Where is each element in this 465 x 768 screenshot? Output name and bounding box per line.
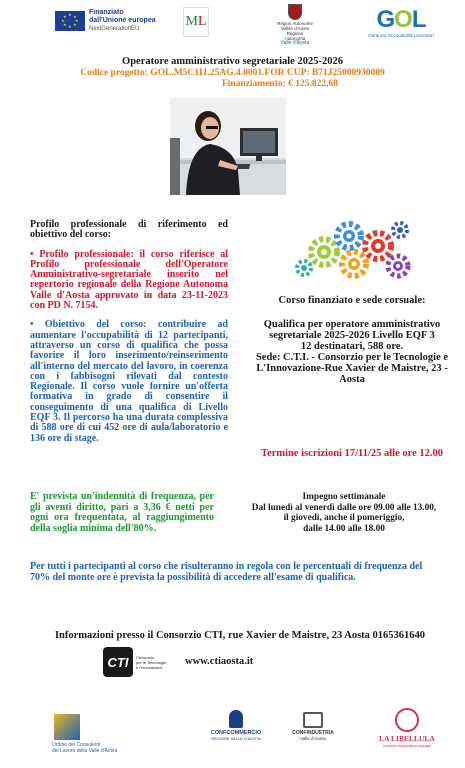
gol-g: G	[376, 6, 395, 33]
confcommercio-mark-icon	[229, 710, 243, 728]
profile-heading: Profilo professionale di riferimento ed obiettivo del corso:	[30, 219, 228, 241]
weekly-schedule	[226, 492, 462, 534]
attendance-allowance: E' prevista un'indennità di frequenza, per gli aventi diritto, pari a 3,36 € netti per ogni ora frequentata, al raggiungimento della soglia minima dell'80%.	[30, 491, 214, 534]
confindustria-line1: CONFINDUSTRIA	[292, 730, 334, 736]
la-libellula-logo	[374, 708, 440, 748]
cti-logo-mark: CTI	[103, 647, 133, 677]
vda-line2: Vallée d'Aoste	[280, 26, 310, 31]
profile-text: • Profilo professionale: il corso riferisce al Profilo professionale dell'Operatore Amministrativo-segretariale inserito nel repertorio regionale della Regione Autonoma Valle d'Aosta approvato in data 23-11-2023 con PD N. 7154.	[30, 248, 228, 312]
valle-aosta-crest-icon	[288, 4, 302, 20]
registration-deadline: Termine iscrizioni 17/11/25 alle ore 12.00	[261, 448, 443, 459]
partner-logos	[0, 708, 465, 768]
gear-icon	[388, 256, 408, 276]
libellula-mark-icon	[395, 708, 419, 732]
consulenti-lavoro-mark-icon	[54, 714, 80, 740]
confindustria-logo	[282, 712, 344, 741]
gear-icon	[365, 233, 391, 259]
confindustria-mark-icon	[303, 712, 323, 728]
weekly-schedule-line1: Dal lunedì al venerdì dalle ore 09.00 alle 13.00,	[251, 502, 437, 513]
website-link[interactable]: www.ctiaosta.it	[185, 656, 254, 667]
course-location: Sede: C.T.I. - Consorzio per le Tecnologie e L'Innovazione-Rue Xavier de Maistre, 23 - Aosta	[255, 352, 449, 385]
weekly-schedule-line3: dalle 14.00 alle 18.00	[303, 523, 385, 534]
course-header	[0, 56, 465, 90]
contact-info: Informazioni presso il Consorzio CTI, rue Xavier de Maistre, 23 Aosta 0165361640	[54, 630, 426, 641]
confindustria-line2: Valle d'Aosta	[300, 736, 326, 741]
vda-line4: Valle d'Aosta	[280, 40, 310, 46]
exam-eligibility-note: Per tutti i partecipanti al corso che risulteranno in regola con le percentuali di frequenza del 70% del monte ore è prevista la possibilità di accedere all'esame di qualifica.	[30, 561, 423, 583]
cti-logo-line1: Consorzio	[136, 654, 155, 660]
office-worker-photo	[170, 98, 286, 195]
top-logos	[0, 4, 465, 48]
cti-logo-line2: per le Tecnologie	[136, 659, 167, 665]
qualification-text: Qualifica per operatore amministrativo segretariale 2025-2026 Livello EQF 3	[263, 319, 441, 341]
left-column	[30, 220, 228, 453]
eu-flag-icon: ★ ★ ★ ★ ★ ★ ★ ★	[55, 11, 85, 31]
vda-line1: Région Autonome	[277, 21, 313, 26]
course-title: Operatore amministrativo segretariale 2025-2026	[122, 56, 343, 67]
participants-hours: 12 destinatari, 588 ore.	[300, 341, 404, 352]
gol-subtitle: Garanzia Occupabilità Lavoratori	[368, 33, 434, 38]
course-funded-heading: Corso finanziato e sede corsuale:	[278, 295, 426, 306]
eu-logo-line2: dall'Unione europea	[89, 17, 156, 24]
gear-icon	[297, 261, 311, 275]
right-column	[246, 295, 458, 385]
consulenti-lavoro-line2: del Lavoro della Valle d'Aosta	[52, 748, 118, 754]
gol-logo	[366, 7, 436, 38]
gear-icon	[393, 223, 407, 237]
objective-text: • Obiettivo del corso: contribuire ad aumentare l'occupabilità di 12 partecipanti, attraverso un corso di qualifica che possa favorire il loro inserimento/reinserimento all'interno del mercato del lavoro, in coerenza con i fabbisogni rilevati dal contesto Regionale. Il corso vuole fornire un'offerta formativa in grado di consentire il conseguimento di una qualifica di Livello EQF 3. Il percorso ha una durata complessiva di 588 ore di cui 452 ore di aula/laboratorio e 136 ore di stage.	[30, 319, 228, 444]
confcommercio-line1: CONFCOMMERCIO	[210, 730, 262, 736]
weekly-schedule-line2: il giovedì, anche il pomeriggio,	[283, 513, 405, 523]
ml-logo-m: M	[185, 14, 198, 29]
consulenti-lavoro-line1: Ordine dei Consulenti	[52, 742, 101, 748]
gears-illustration	[294, 218, 418, 282]
libellula-line2: società cooperativa sociale	[382, 743, 432, 748]
confcommercio-logo	[210, 710, 262, 741]
gear-icon	[311, 239, 337, 265]
weekly-schedule-title: Impegno settimanale	[302, 492, 386, 502]
consulenti-lavoro-logo	[52, 714, 132, 754]
project-code: Codice progetto: GOL.M5C1I1.25AG.4.0001.FOR CUP: B71J25000930009	[80, 68, 385, 78]
vda-line3: Regione Autonoma	[284, 31, 306, 41]
eu-logo	[55, 9, 156, 33]
cti-logo	[103, 646, 183, 678]
eu-logo-line3: NextGenerationEU	[89, 26, 140, 32]
funding-amount: Finanziamento: € 125.822,68	[221, 79, 339, 89]
gol-l: L	[411, 6, 426, 33]
gol-o: O	[394, 6, 412, 33]
gear-icon	[337, 224, 361, 248]
libellula-line1: LA LIBELLULA	[379, 734, 435, 743]
valle-aosta-logo	[276, 4, 314, 46]
gear-icon	[342, 252, 366, 276]
ministry-labour-logo	[183, 7, 209, 37]
confcommercio-line2: REGIONE VALLE D'AOSTA	[211, 736, 261, 741]
cti-logo-line3: e l'Innovazione	[136, 664, 163, 670]
ml-logo-l: L	[197, 14, 207, 29]
eu-logo-line1: Finanziato	[89, 9, 124, 16]
